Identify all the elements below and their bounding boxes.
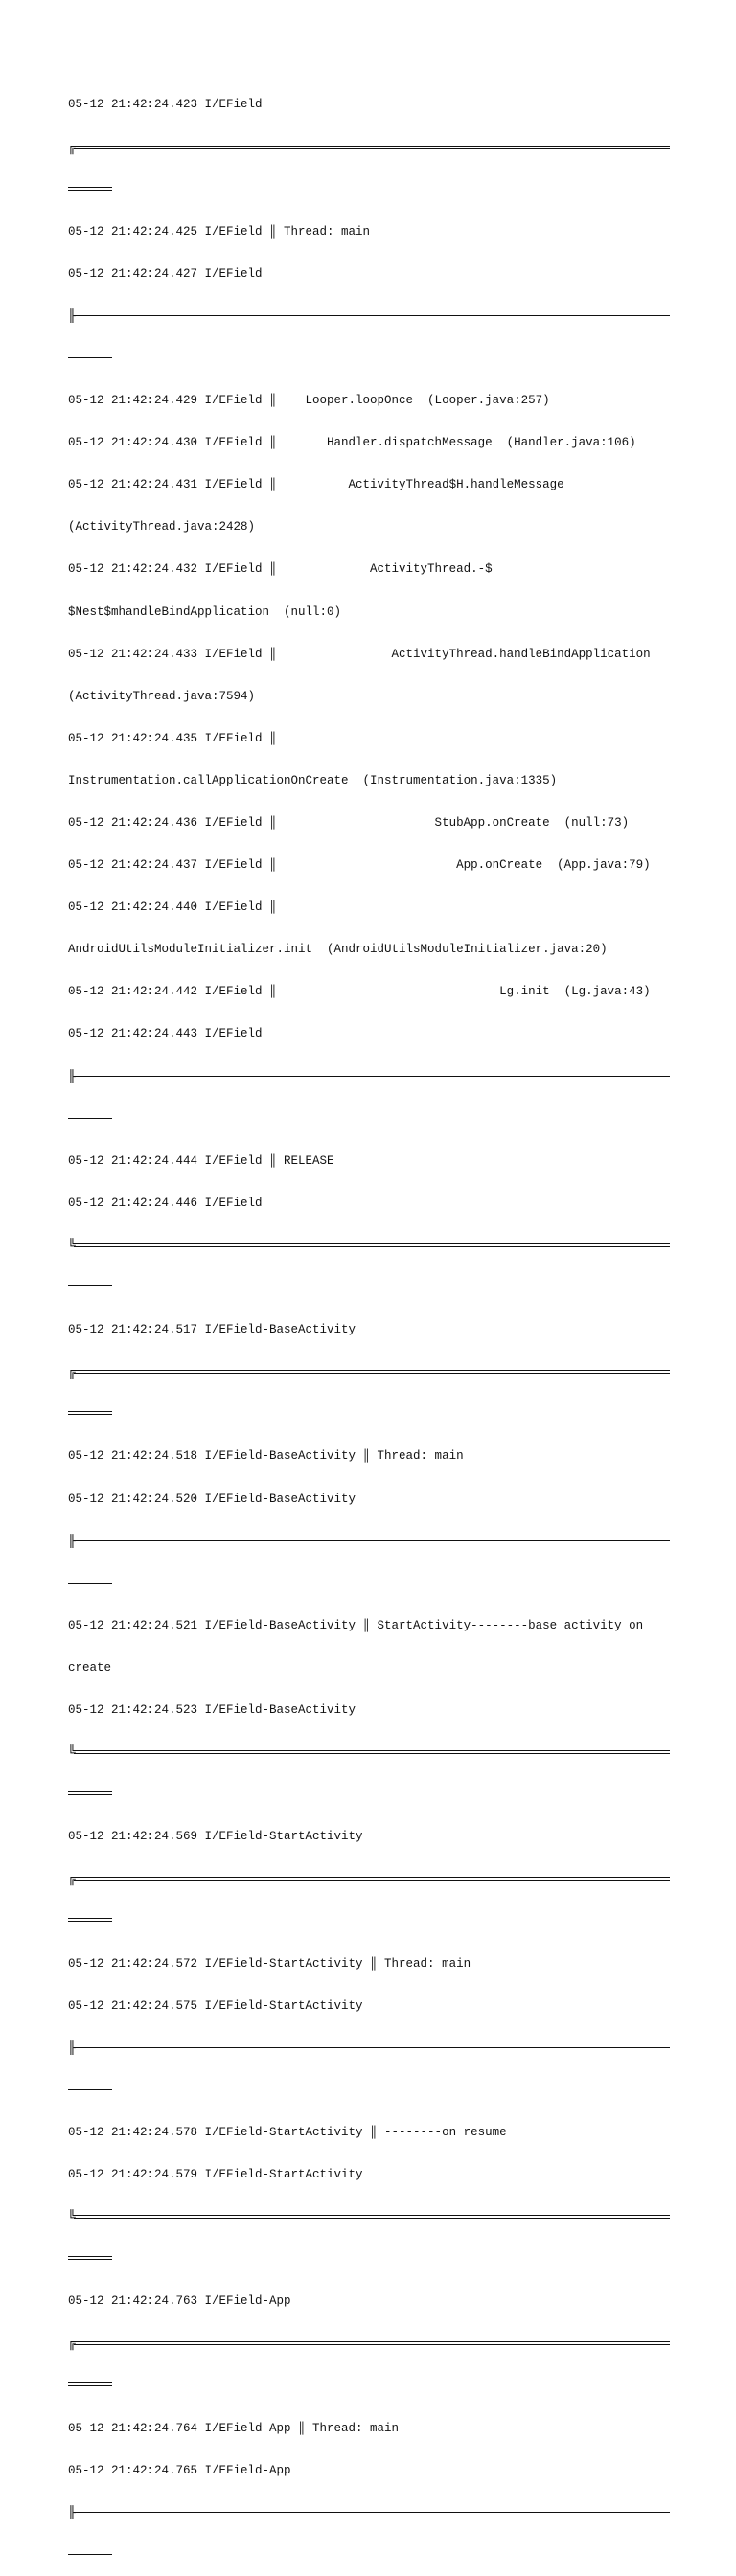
log-line: 05-12 21:42:24.578 I/EField-StartActivity ║ --------on resume bbox=[68, 2125, 507, 2139]
log-border-wrap bbox=[68, 2252, 670, 2267]
log-line: Instrumentation.callApplicationOnCreate (Instrumentation.java:1335) bbox=[68, 773, 558, 787]
log-line: 05-12 21:42:24.423 I/EField bbox=[68, 98, 263, 112]
log-line: 05-12 21:42:24.521 I/EField-BaseActivity ║ StartActivity--------base activity on bbox=[68, 1618, 644, 1632]
log-line: AndroidUtilsModuleInitializer.init (AndroidUtilsModuleInitializer.java:20) bbox=[68, 943, 608, 957]
log-border-wrap bbox=[68, 1914, 670, 1928]
box-corner-bottom: ╚ bbox=[68, 1744, 76, 1760]
log-line: 05-12 21:42:24.444 I/EField ║ RELEASE bbox=[68, 1153, 334, 1168]
log-line: 05-12 21:42:24.435 I/EField ║ bbox=[68, 731, 277, 745]
log-line: 05-12 21:42:24.765 I/EField-App bbox=[68, 2463, 291, 2477]
box-corner-top: ╔ bbox=[68, 2336, 76, 2351]
log-border-bottom bbox=[68, 1745, 670, 1760]
log-line: 05-12 21:42:24.572 I/EField-StartActivity ║ Thread: main bbox=[68, 1956, 472, 1971]
log-line: 05-12 21:42:24.446 I/EField bbox=[68, 1196, 263, 1210]
log-line: 05-12 21:42:24.433 I/EField ║ ActivityThread.handleBindApplication bbox=[68, 647, 651, 661]
log-line: 05-12 21:42:24.436 I/EField ║ StubApp.onCreate (null:73) bbox=[68, 816, 630, 830]
log-line: 05-12 21:42:24.425 I/EField ║ Thread: main bbox=[68, 224, 371, 239]
log-line: 05-12 21:42:24.764 I/EField-App ║ Thread: main bbox=[68, 2421, 400, 2435]
log-border-top bbox=[68, 1365, 670, 1379]
log-border-bottom bbox=[68, 2210, 670, 2224]
box-corner-bottom: ╚ bbox=[68, 2209, 76, 2224]
box-divider: ╟ bbox=[68, 308, 76, 323]
log-border-divider bbox=[68, 1070, 670, 1084]
log-line: 05-12 21:42:24.437 I/EField ║ App.onCreate (App.java:79) bbox=[68, 858, 651, 873]
log-border-top bbox=[68, 2337, 670, 2351]
log-border-top bbox=[68, 141, 670, 155]
log-border-divider bbox=[68, 309, 670, 324]
log-line: (ActivityThread.java:7594) bbox=[68, 689, 256, 703]
log-border-divider bbox=[68, 1535, 670, 1549]
log-border-wrap bbox=[68, 1112, 670, 1127]
log-line: $Nest$mhandleBindApplication (null:0) bbox=[68, 604, 342, 619]
log-border-bottom bbox=[68, 1239, 670, 1253]
log-border-wrap bbox=[68, 1407, 670, 1422]
log-border-divider bbox=[68, 2041, 670, 2056]
log-border-wrap bbox=[68, 2379, 670, 2393]
log-line: 05-12 21:42:24.432 I/EField ║ ActivityThread.-$ bbox=[68, 562, 493, 577]
box-corner-bottom: ╚ bbox=[68, 1237, 76, 1252]
box-divider: ╟ bbox=[68, 1533, 76, 1548]
log-line: 05-12 21:42:24.569 I/EField-StartActivity bbox=[68, 1830, 363, 1844]
log-border-wrap bbox=[68, 1281, 670, 1295]
log-line: 05-12 21:42:24.579 I/EField-StartActivity bbox=[68, 2168, 363, 2181]
log-line: 05-12 21:42:24.523 I/EField-BaseActivity bbox=[68, 1702, 356, 1717]
log-line: 05-12 21:42:24.520 I/EField-BaseActivity bbox=[68, 1492, 356, 1506]
log-border-top bbox=[68, 1872, 670, 1886]
log-line: 05-12 21:42:24.430 I/EField ║ Handler.dispatchMessage (Handler.java:106) bbox=[68, 436, 636, 450]
log-border-wrap bbox=[68, 352, 670, 366]
box-divider: ╟ bbox=[68, 1068, 76, 1083]
log-border-divider bbox=[68, 2506, 670, 2520]
log-line: create bbox=[68, 1660, 112, 1675]
box-corner-top: ╔ bbox=[68, 139, 76, 154]
box-corner-top: ╔ bbox=[68, 1871, 76, 1886]
log-line: 05-12 21:42:24.443 I/EField bbox=[68, 1027, 263, 1041]
log-border-wrap bbox=[68, 2548, 670, 2563]
log-line: 05-12 21:42:24.429 I/EField ║ Looper.loopOnce (Looper.java:257) bbox=[68, 394, 550, 408]
log-line: 05-12 21:42:24.442 I/EField ║ Lg.init (Lg.java:43) bbox=[68, 985, 651, 999]
box-divider: ╟ bbox=[68, 2040, 76, 2055]
log-line: 05-12 21:42:24.440 I/EField ║ bbox=[68, 900, 277, 915]
log-border-wrap bbox=[68, 1788, 670, 1802]
log-line: 05-12 21:42:24.575 I/EField-StartActivity bbox=[68, 1998, 363, 2013]
log-output bbox=[68, 70, 670, 2576]
log-border-wrap bbox=[68, 2084, 670, 2098]
log-line: (ActivityThread.java:2428) bbox=[68, 520, 256, 535]
log-line: 05-12 21:42:24.517 I/EField-BaseActivity bbox=[68, 1323, 356, 1337]
box-corner-top: ╔ bbox=[68, 1364, 76, 1379]
log-line: 05-12 21:42:24.763 I/EField-App bbox=[68, 2294, 291, 2309]
log-border-wrap bbox=[68, 183, 670, 197]
log-line: 05-12 21:42:24.431 I/EField ║ ActivityThread$H.handleMessage bbox=[68, 478, 564, 492]
log-line: 05-12 21:42:24.427 I/EField bbox=[68, 266, 263, 281]
log-border-wrap bbox=[68, 1577, 670, 1591]
box-divider: ╟ bbox=[68, 2504, 76, 2519]
log-line: 05-12 21:42:24.518 I/EField-BaseActivity ║ Thread: main bbox=[68, 1449, 464, 1464]
